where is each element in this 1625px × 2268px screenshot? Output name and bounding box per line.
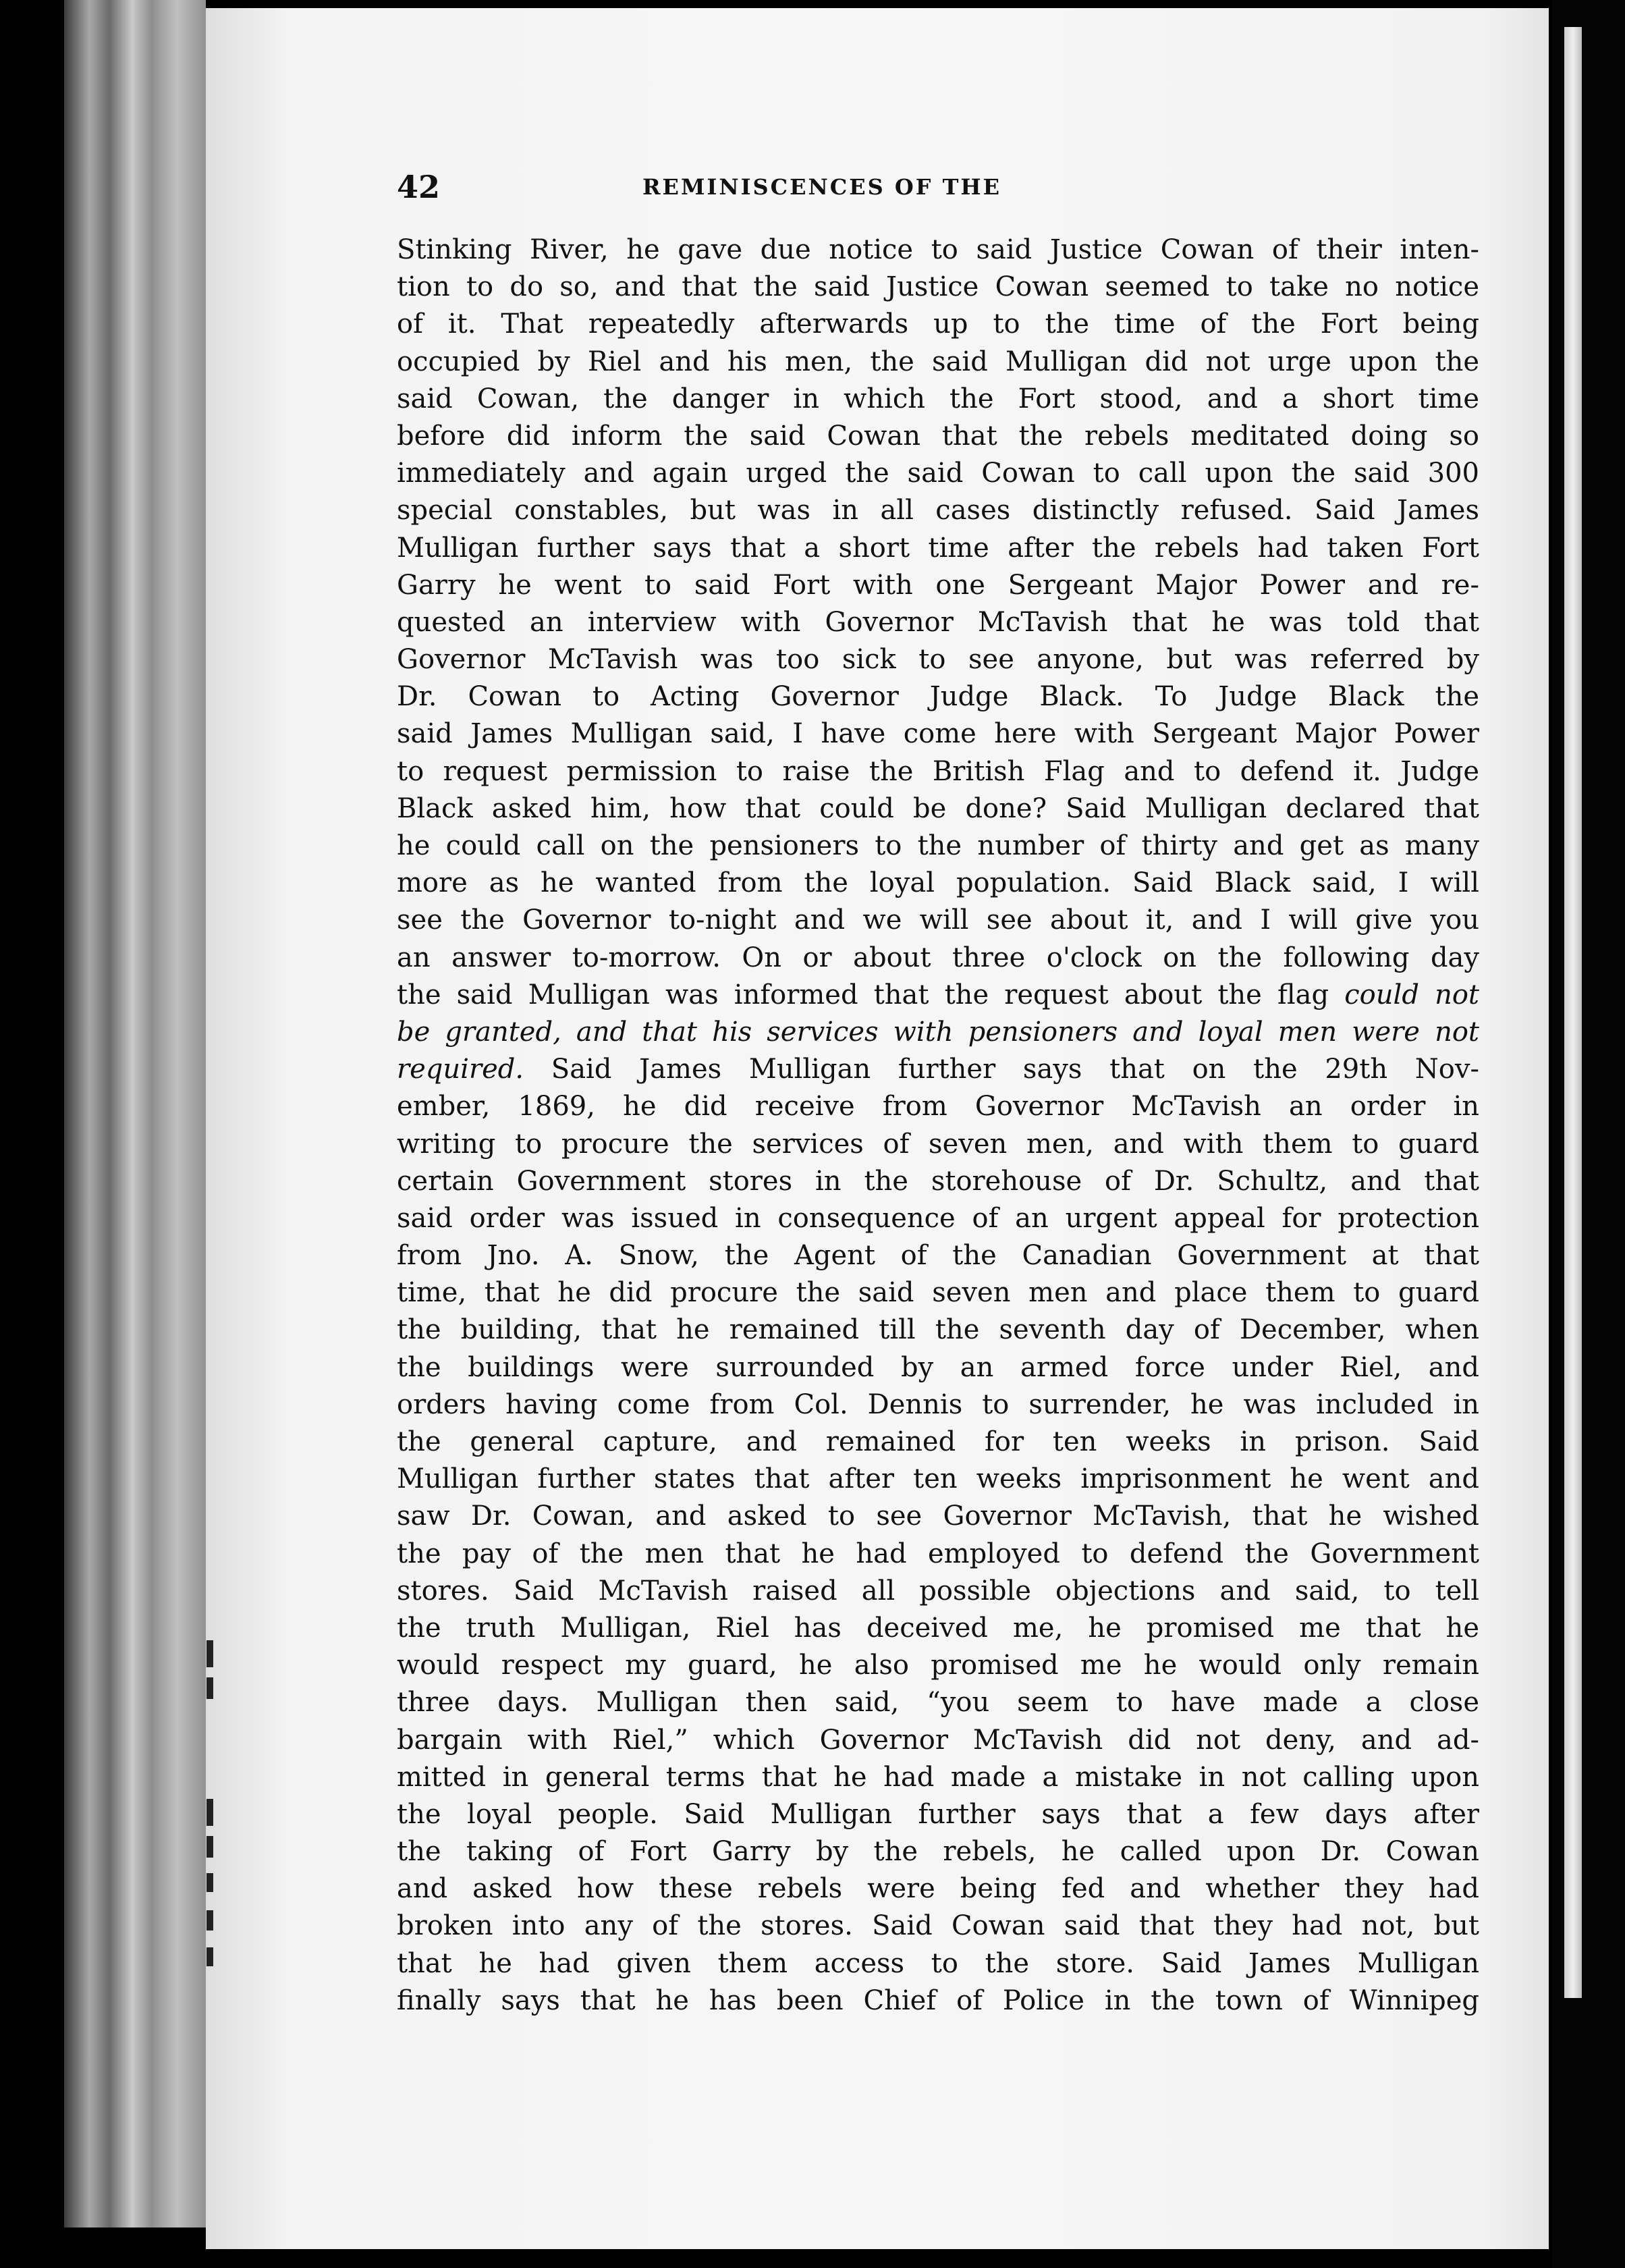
- text-line: [397, 1237, 1479, 1274]
- bleed-mark: [206, 1873, 213, 1892]
- line-text: orders having come from Col. Dennis to surrender, he was included in: [397, 1388, 1479, 1420]
- text-line: [397, 1796, 1479, 1833]
- line-text: the said Mulligan was informed that the request about the flag: [397, 979, 1345, 1010]
- text-line: [397, 902, 1479, 939]
- line-text: quested an interview with Governor McTavish that he was told that: [397, 606, 1479, 638]
- line-text: of it. That repeatedly afterwards up to the time of the Fort being: [397, 308, 1479, 340]
- line-text: time, that he did procure the said seven men and place them to guard: [397, 1277, 1479, 1309]
- text-line: [397, 753, 1479, 790]
- line-text: broken into any of the stores. Said Cowan said that they had not, but: [397, 1910, 1479, 1942]
- line-text: Mulligan further says that a short time after the rebels had taken Fort: [397, 532, 1479, 564]
- text-line: [397, 455, 1479, 492]
- line-text: three days. Mulligan then said, “you seem to have made a close: [397, 1687, 1479, 1719]
- page-header: [397, 169, 1479, 209]
- line-text: certain Government stores in the storehouse of Dr. Schultz, and that: [397, 1165, 1479, 1197]
- text-line: [397, 1051, 1479, 1088]
- text-line: [397, 1833, 1479, 1870]
- text-line: [397, 865, 1479, 902]
- line-text: more as he wanted from the loyal population. Said Black said, I will: [397, 867, 1479, 899]
- page-number: 42: [397, 169, 441, 205]
- bleed-mark: [206, 1910, 213, 1931]
- body-text: [397, 232, 1479, 2020]
- bleed-mark: [206, 1677, 213, 1699]
- line-text: saw Dr. Cowan, and asked to see Governor McTavish, that he wished: [397, 1501, 1479, 1532]
- line-text: said Cowan, the danger in which the Fort stood, and a short time: [397, 383, 1479, 414]
- text-line: [397, 1870, 1479, 1908]
- text-line: [397, 790, 1479, 828]
- line-text: the buildings were surrounded by an armed force under Riel, and: [397, 1351, 1479, 1383]
- book-edge-right: [1564, 27, 1582, 1998]
- line-text: the loyal people. Said Mulligan further says that a few days after: [397, 1798, 1479, 1830]
- text-line: [397, 1759, 1479, 1796]
- line-text: the general capture, and remained for ten weeks in prison. Said: [397, 1426, 1479, 1457]
- text-line: [397, 1386, 1479, 1424]
- line-text: to request permission to raise the British Flag and to defend it. Judge: [397, 755, 1479, 787]
- line-text: from Jno. A. Snow, the Agent of the Canadian Government at that: [397, 1240, 1479, 1272]
- scan-border-right: [1552, 0, 1625, 2268]
- line-text: immediately and again urged the said Cowan to call upon the said 300: [397, 458, 1479, 489]
- text-line: [397, 716, 1479, 753]
- line-text: bargain with Riel,” which Governor McTavish did not deny, and ad-: [397, 1724, 1479, 1756]
- line-text: see the Governor to-night and we will see about it, and I will give you: [397, 905, 1479, 936]
- line-text: tion to do so, and that the said Justice Cowan seemed to take no notice: [397, 271, 1479, 303]
- text-line: [397, 604, 1479, 641]
- text-line: [397, 1610, 1479, 1647]
- line-text: he could call on the pensioners to the number of thirty and get as many: [397, 830, 1479, 861]
- line-text: finally says that he has been Chief of Police in the town of Winnipeg: [397, 1985, 1479, 2016]
- text-line: [397, 567, 1479, 604]
- line-text: Black asked him, how that could be done? Said Mulligan declared that: [397, 792, 1479, 824]
- text-line: [397, 381, 1479, 418]
- text-line: [397, 1982, 1479, 2020]
- line-text: and asked how these rebels were being fed and whether they had: [397, 1873, 1479, 1905]
- line-text: Dr. Cowan to Acting Governor Judge Black. To Judge Black the: [397, 681, 1479, 713]
- line-text: an answer to-morrow. On or about three o'clock on the following day: [397, 942, 1479, 973]
- text-line: [397, 1424, 1479, 1461]
- text-line: [397, 1573, 1479, 1610]
- text-line: [397, 1908, 1479, 1945]
- line-text: the taking of Fort Garry by the rebels, he called upon Dr. Cowan: [397, 1836, 1479, 1868]
- line-text: that he had given them access to the store. Said James Mulligan: [397, 1947, 1479, 1979]
- text-line: [397, 232, 1479, 269]
- italic-text: required.: [397, 1054, 524, 1085]
- running-head: REMINISCENCES OF THE: [642, 174, 1002, 200]
- line-text: said James Mulligan said, I have come here with Sergeant Major Power: [397, 718, 1479, 750]
- text-line: [397, 828, 1479, 865]
- text-line: [397, 1945, 1479, 1982]
- text-line: [397, 1088, 1479, 1125]
- text-line: [397, 306, 1479, 343]
- text-line: [397, 418, 1479, 455]
- text-line: [397, 1274, 1479, 1312]
- text-line: [397, 1684, 1479, 1721]
- line-text: mitted in general terms that he had made a mistake in not calling upon: [397, 1761, 1479, 1793]
- line-text: Garry he went to said Fort with one Sergeant Major Power and re-: [397, 569, 1479, 601]
- line-text: the building, that he remained till the seventh day of December, when: [397, 1314, 1479, 1346]
- line-text: Stinking River, he gave due notice to said Justice Cowan of their inten-: [397, 234, 1479, 265]
- text-line: [397, 1722, 1479, 1759]
- line-text: said order was issued in consequence of an urgent appeal for protection: [397, 1202, 1479, 1234]
- text-line: [397, 977, 1479, 1014]
- line-text: stores. Said McTavish raised all possible objections and said, to tell: [397, 1575, 1479, 1606]
- text-line: [397, 1014, 1479, 1051]
- text-line: [397, 1200, 1479, 1237]
- text-line: [397, 1312, 1479, 1349]
- text-line: [397, 1349, 1479, 1386]
- line-text: Governor McTavish was too sick to see anyone, but was referred by: [397, 644, 1479, 676]
- text-line: [397, 530, 1479, 567]
- bleed-mark: [206, 1799, 213, 1826]
- text-line: [397, 641, 1479, 678]
- line-text: would respect my guard, he also promised me he would only remain: [397, 1650, 1479, 1681]
- bleed-mark: [206, 1640, 213, 1667]
- text-line: [397, 269, 1479, 306]
- line-text: the pay of the men that he had employed to defend the Government: [397, 1538, 1479, 1569]
- text-line: [397, 344, 1479, 381]
- text-line: [397, 1647, 1479, 1684]
- line-text: the truth Mulligan, Riel has deceived me, he promised me that he: [397, 1612, 1479, 1644]
- line-text: occupied by Riel and his men, the said Mulligan did not urge upon the: [397, 346, 1479, 377]
- text-line: [397, 1163, 1479, 1200]
- italic-text: could not: [1344, 979, 1479, 1010]
- text-line: [397, 492, 1479, 529]
- line-text: Mulligan further states that after ten weeks imprisonment he went and: [397, 1463, 1479, 1495]
- line-text: writing to procure the services of seven men, and with them to guard: [397, 1128, 1479, 1160]
- bleed-mark: [206, 1947, 213, 1966]
- line-text: special constables, but was in all cases distinctly refused. Said James: [397, 495, 1479, 526]
- line-text: before did inform the said Cowan that the rebels meditated doing so: [397, 420, 1479, 452]
- text-line: [397, 1498, 1479, 1535]
- text-line: [397, 1461, 1479, 1498]
- text-line: [397, 1536, 1479, 1573]
- line-text: Said James Mulligan further says that on the 29th Nov-: [524, 1054, 1479, 1085]
- bleed-mark: [206, 1836, 213, 1858]
- italic-text: be granted, and that his services with pensioners and loyal men were not: [397, 1016, 1479, 1048]
- text-line: [397, 940, 1479, 977]
- line-text: ember, 1869, he did receive from Governor McTavish an order in: [397, 1091, 1479, 1123]
- text-line: [397, 1126, 1479, 1163]
- text-line: [397, 678, 1479, 716]
